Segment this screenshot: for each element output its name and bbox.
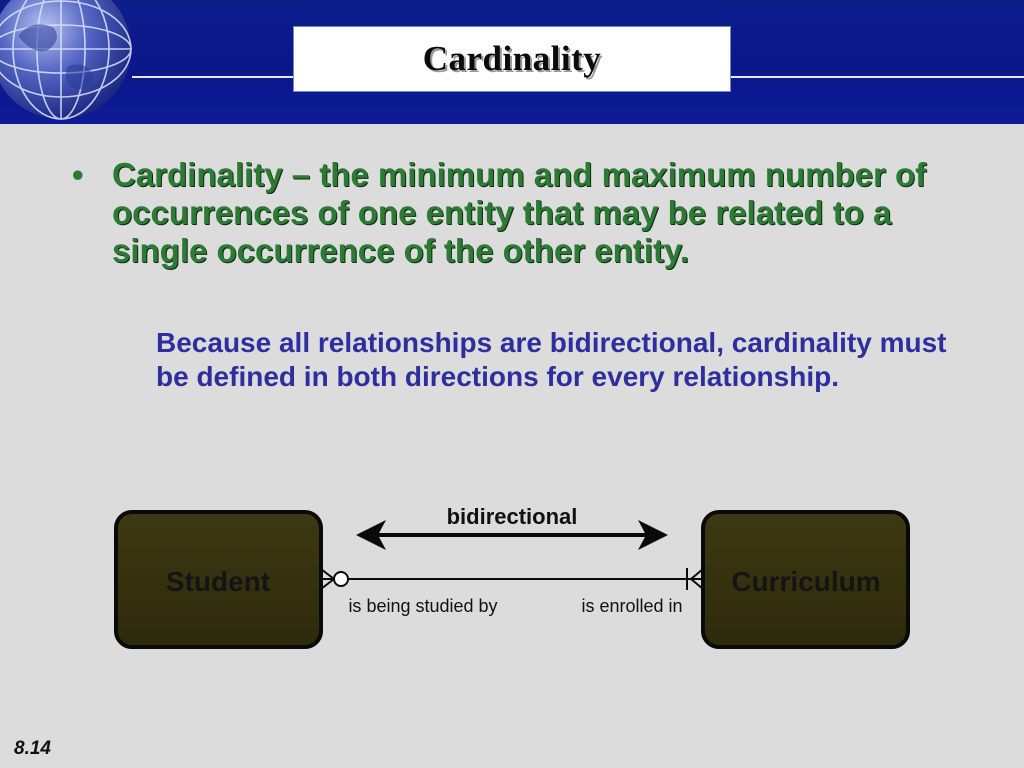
sub-note: Because all relationships are bidirectional, cardinality must be defined in both directions for every relationship. (156, 327, 947, 392)
bullet-marker: • (72, 156, 84, 193)
arrow-label: bidirectional (446, 504, 578, 529)
left-role-label: is being studied by (348, 596, 498, 616)
right-role-label: is enrolled in (581, 596, 683, 616)
entity-curriculum-label: Curriculum (731, 566, 881, 597)
page-number: 8.14 (14, 738, 51, 759)
slide-title: Cardinality (422, 39, 602, 78)
entity-student-label: Student (165, 566, 271, 597)
bullet-text: Cardinality – the minimum and maximum number of occurrences of one entity that may be related to a single occurrence of the other entity. (112, 156, 927, 269)
